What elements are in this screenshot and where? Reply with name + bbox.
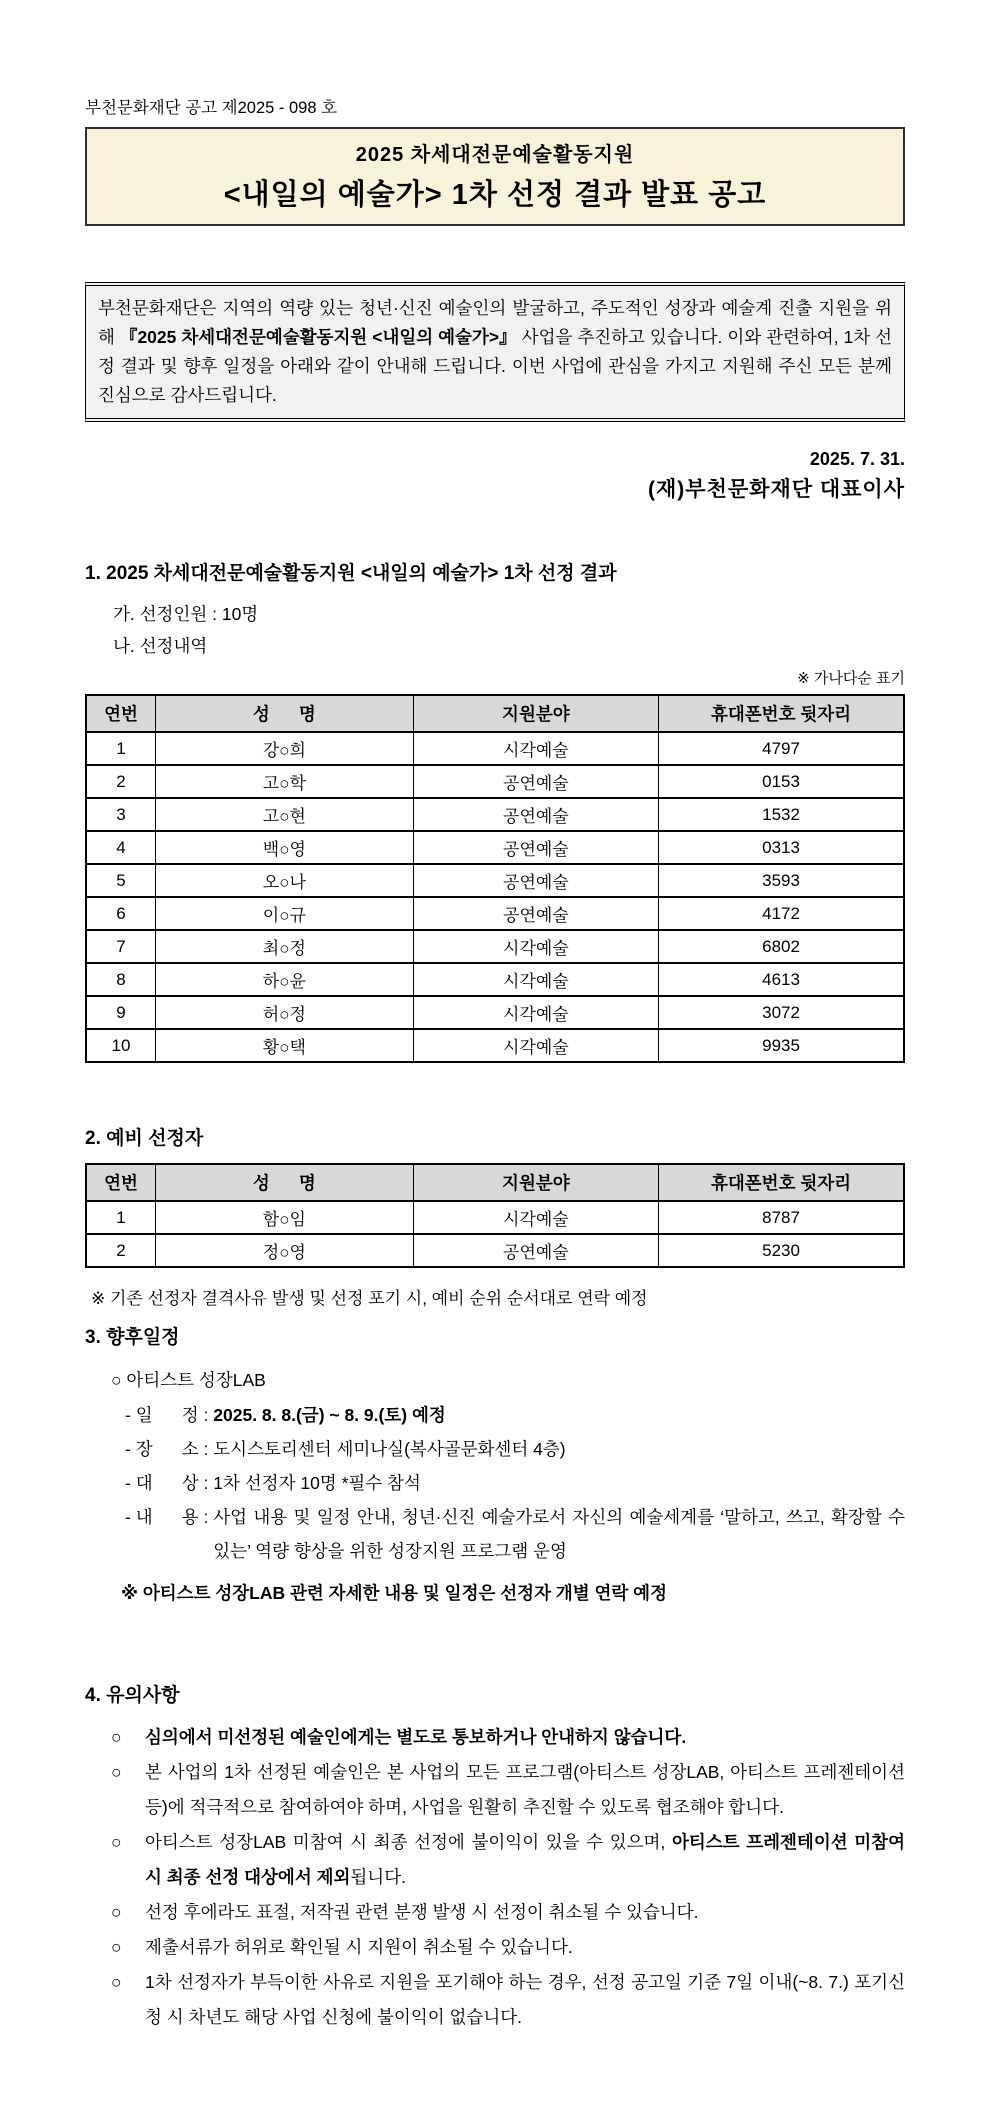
schedule-content-value [213, 1500, 905, 1568]
table-cell: 최○정 [156, 930, 414, 963]
bullet-text [145, 1895, 905, 1930]
table-cell: 하○윤 [156, 963, 414, 996]
table-cell: 8 [86, 963, 156, 996]
table-cell: 공연예술 [413, 864, 658, 897]
date-line: 2025. 7. 31. [809, 449, 905, 469]
table-cell: 공연예술 [413, 1234, 658, 1267]
table-cell: 1532 [659, 798, 904, 831]
schedule-place-item [85, 1432, 905, 1466]
table-row [86, 798, 904, 831]
table-header-row [86, 695, 904, 732]
table-cell: 시각예술 [413, 996, 658, 1029]
table-row [86, 732, 904, 765]
table-cell: 시각예술 [413, 963, 658, 996]
bullet-marker: ○ [111, 1727, 122, 1747]
reserve-contact-note: ※ 기존 선정자 결격사유 발생 및 선정 포기 시, 예비 순위 순서대로 연락 예정 [91, 1289, 648, 1308]
table-cell: 4 [86, 831, 156, 864]
bullet-marker: ○ [111, 1902, 122, 1922]
text-segment: 됩니다. [350, 1867, 406, 1887]
table-cell: 시각예술 [413, 732, 658, 765]
schedule-content-item [85, 1500, 905, 1568]
caution-bullet-list [85, 1720, 905, 2035]
column-header: 휴대폰번호 뒷자리 [659, 695, 904, 732]
table-cell: 정○영 [156, 1234, 414, 1267]
table-cell: 이○규 [156, 897, 414, 930]
table-cell: 공연예술 [413, 831, 658, 864]
table-cell: 7 [86, 930, 156, 963]
text-segment: 도시스토리센터 세미나실(복사골문화센터 4층) [213, 1439, 566, 1459]
schedule-target-value [213, 1466, 905, 1500]
bullet-text [145, 1720, 905, 1755]
bullet-marker: ○ [111, 1762, 122, 1782]
text-segment: 부천문화재단은 지역의 역량 있는 청년·신진 예술인의 발굴하고, 주도적인 성장과 예술계 진출 지원을 위해 [98, 298, 892, 347]
section-4-heading: 4. 유의사항 [85, 1685, 180, 1706]
table-cell: 공연예술 [413, 798, 658, 831]
issuer-line: (재)부천문화재단 대표이사 [648, 478, 905, 501]
sort-order-note: ※ 가나다순 표기 [797, 670, 905, 687]
selection-detail-line: 나. 선정내역 [113, 636, 208, 656]
table-row [86, 1201, 904, 1234]
column-header: 지원분야 [413, 695, 658, 732]
selected-count-line: 가. 선정인원 : 10명 [113, 604, 259, 624]
table-cell: 시각예술 [413, 1029, 658, 1062]
table-cell: 허○정 [156, 996, 414, 1029]
table-cell: 8787 [659, 1201, 904, 1234]
schedule-date-label: - 일 정 : [125, 1405, 214, 1425]
text-segment: 사업 내용 및 일정 안내, 청년·신진 예술가로서 자신의 예술세계를 ‘말하고, 쓰고, 확장할 수 있는’ 역량 향상을 위한 성장지원 프로그램 운영 [213, 1507, 905, 1561]
column-header: 성 명 [156, 695, 414, 732]
selected-artists-table-body [86, 732, 904, 1062]
table-cell: 0313 [659, 831, 904, 864]
selected-artists-table [85, 694, 905, 1063]
text-segment: 『2025 차세대전문예술활동지원 <내일의 예술가>』 [119, 327, 517, 347]
table-cell: 3072 [659, 996, 904, 1029]
table-cell: 강○희 [156, 732, 414, 765]
table-cell: 시각예술 [413, 1201, 658, 1234]
table-header-row [86, 1164, 904, 1201]
table-row [86, 1029, 904, 1062]
table-cell: 5230 [659, 1234, 904, 1267]
table-cell: 4172 [659, 897, 904, 930]
column-header: 성 명 [156, 1164, 414, 1201]
text-segment: 아티스트 프레젠테이션 미참여 시 최종 선정 대상에서 제외 [145, 1832, 905, 1887]
table-cell: 함○임 [156, 1201, 414, 1234]
table-cell: 시각예술 [413, 930, 658, 963]
text-segment: 사업을 추진하고 있습니다. 이와 관련하여, 1차 선정 결과 및 향후 일정을 아래와 같이 안내해 드립니다. 이번 사업에 관심을 가지고 지원해 주신 모든 분께 진심으로 감사드립니다. [98, 327, 892, 405]
text-segment: 2025. 8. 8.(금) ~ 8. 9.(토) 예정 [213, 1405, 446, 1425]
schedule-place-label: - 장 소 : [125, 1439, 214, 1459]
table-cell: 6802 [659, 930, 904, 963]
caution-bullet-item [85, 1825, 905, 1895]
notice-number: 부천문화재단 공고 제2025 - 098 호 [85, 99, 338, 117]
schedule-date-value [213, 1398, 905, 1432]
section-1-heading: 1. 2025 차세대전문예술활동지원 <내일의 예술가> 1차 선정 결과 [85, 563, 617, 584]
schedule-date-item [85, 1398, 905, 1432]
caution-bullet-item [85, 1755, 905, 1825]
schedule-target-label: - 대 상 : [125, 1473, 214, 1493]
table-cell: 1 [86, 1201, 156, 1234]
table-cell: 3 [86, 798, 156, 831]
table-cell: 2 [86, 765, 156, 798]
bullet-text [145, 1755, 905, 1825]
title-box [85, 127, 905, 226]
column-header: 휴대폰번호 뒷자리 [659, 1164, 904, 1201]
table-cell: 2 [86, 1234, 156, 1267]
text-segment: 1차 선정자 10명 *필수 참석 [213, 1473, 421, 1493]
table-cell: 6 [86, 897, 156, 930]
column-header: 지원분야 [413, 1164, 658, 1201]
table-row [86, 897, 904, 930]
title-line-2: <내일의 예술가> 1차 선정 결과 발표 공고 [223, 179, 767, 211]
table-cell: 오○나 [156, 864, 414, 897]
bullet-text [145, 1965, 905, 2035]
text-segment: 선정 후에라도 표절, 저작권 관련 분쟁 발생 시 선정이 취소될 수 있습니다. [145, 1902, 699, 1922]
bullet-text [145, 1930, 905, 1965]
section-3-heading: 3. 향후일정 [85, 1327, 180, 1348]
schedule-place-value [213, 1432, 905, 1466]
column-header: 연번 [86, 1164, 156, 1201]
schedule-content-label: - 내 용 : [125, 1507, 214, 1527]
table-cell: 9 [86, 996, 156, 1029]
table-cell: 4797 [659, 732, 904, 765]
caution-bullet-item [85, 1965, 905, 2035]
bullet-marker: ○ [111, 1937, 122, 1957]
schedule-target-item [85, 1466, 905, 1500]
intro-box [85, 282, 905, 422]
section-2-heading: 2. 예비 선정자 [85, 1128, 204, 1149]
table-cell: 공연예술 [413, 897, 658, 930]
table-row [86, 930, 904, 963]
table-row [86, 996, 904, 1029]
table-row [86, 765, 904, 798]
table-cell: 백○영 [156, 831, 414, 864]
table-row [86, 831, 904, 864]
text-segment: 본 사업의 1차 선정된 예술인은 본 사업의 모든 프로그램(아티스트 성장LAB, 아티스트 프레젠테이션 등)에 적극적으로 참여하여야 하며, 사업을 원활히 추진할 수 있도록 협조해야 합니다. [145, 1762, 905, 1817]
table-cell: 고○학 [156, 765, 414, 798]
table-row [86, 864, 904, 897]
bullet-text [145, 1825, 905, 1895]
column-header: 연번 [86, 695, 156, 732]
reserve-artists-table [85, 1163, 905, 1268]
caution-bullet-item [85, 1930, 905, 1965]
artist-lab-contact-note: ※ 아티스트 성장LAB 관련 자세한 내용 및 일정은 선정자 개별 연락 예정 [121, 1583, 667, 1603]
caution-bullet-item [85, 1895, 905, 1930]
text-segment: 아티스트 성장LAB 미참여 시 최종 선정에 불이익이 있을 수 있으며, [145, 1832, 672, 1852]
table-cell: 5 [86, 864, 156, 897]
text-segment: 심의에서 미선정된 예술인에게는 별도로 통보하거나 안내하지 않습니다. [145, 1727, 687, 1747]
text-segment: 1차 선정자가 부득이한 사유로 지원을 포기해야 하는 경우, 선정 공고일 기준 7일 이내(~8. 7.) 포기신청 시 차년도 해당 사업 신청에 불이익이 없습니다. [145, 1972, 905, 2027]
bullet-marker: ○ [111, 1972, 122, 1992]
table-cell: 1 [86, 732, 156, 765]
caution-bullet-item [85, 1720, 905, 1755]
artist-lab-program-line: ○ 아티스트 성장LAB [111, 1370, 266, 1390]
table-cell: 황○택 [156, 1029, 414, 1062]
table-cell: 0153 [659, 765, 904, 798]
text-segment: 제출서류가 허위로 확인될 시 지원이 취소될 수 있습니다. [145, 1937, 573, 1957]
table-cell: 4613 [659, 963, 904, 996]
bullet-marker: ○ [111, 1832, 122, 1852]
table-cell: 공연예술 [413, 765, 658, 798]
reserve-artists-table-body [86, 1201, 904, 1267]
table-cell: 3593 [659, 864, 904, 897]
table-cell: 9935 [659, 1029, 904, 1062]
table-cell: 고○현 [156, 798, 414, 831]
table-cell: 10 [86, 1029, 156, 1062]
table-row [86, 963, 904, 996]
table-row [86, 1234, 904, 1267]
title-line-1: 2025 차세대전문예술활동지원 [355, 144, 635, 166]
